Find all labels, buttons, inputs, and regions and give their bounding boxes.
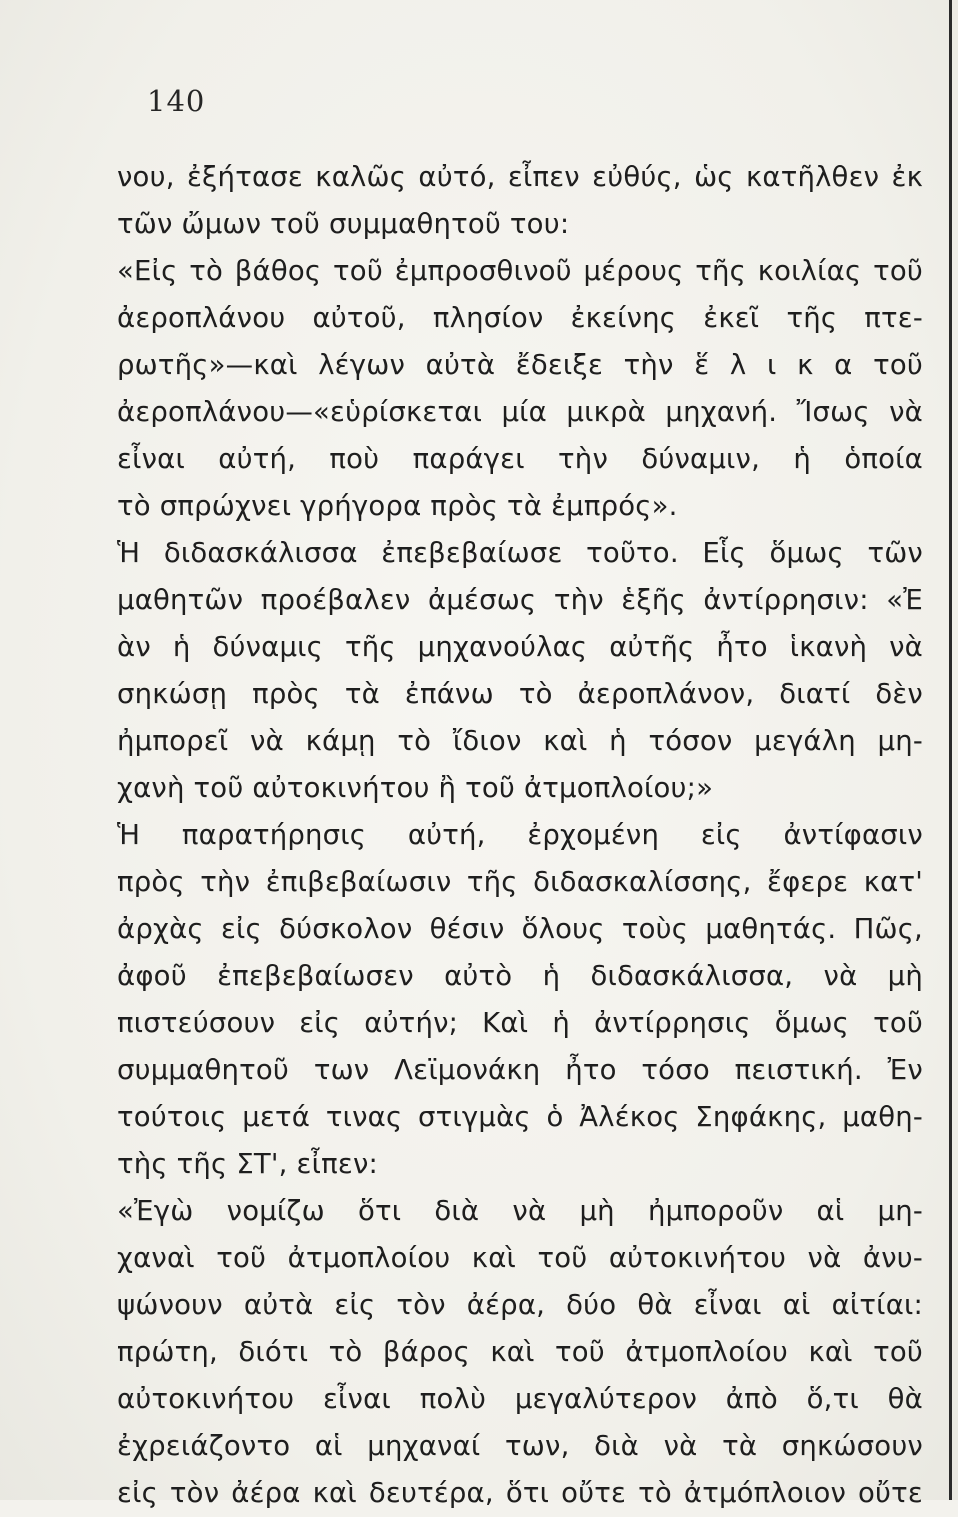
text-line: ρωτῆς»—καὶ λέγων αὐτὰ ἔδειξε τὴν ἕ λ ι κ α τοῦ xyxy=(117,349,923,381)
text-line: ἀεροπλάνου—«εὑρίσκεται μία μικρὰ μηχανή. Ἴσως νὰ xyxy=(117,396,923,428)
text-line: μαθητῶν προέβαλεν ἀμέσως τὴν ἑξῆς ἀντίρρησιν: «Ἐ xyxy=(117,584,923,616)
text-line: τὸ σπρώχνει γρήγορα πρὸς τὰ ἐμπρός». xyxy=(117,490,678,522)
text-line: νου, ἐξήτασε καλῶς αὐτό, εἶπεν εὐθύς, ὡς κατῆλθεν ἐκ xyxy=(117,161,923,193)
text-line: εἰς τὸν ἀέρα καὶ δευτέρα, ὅτι οὔτε τὸ ἀτμόπλοιον οὔτε xyxy=(117,1477,923,1509)
text-line: ὰν ἡ δύναμις τῆς μηχανούλας αὐτῆς ἦτο ἱκανὴ νὰ xyxy=(117,631,923,663)
text-line: εἶναι αὐτή, ποὺ παράγει τὴν δύναμιν, ἡ ὁποία xyxy=(117,443,923,475)
text-line: χανὴ τοῦ αὐτοκινήτου ἢ τοῦ ἀτμοπλοίου;» xyxy=(117,772,714,804)
text-line: ἠμπορεῖ νὰ κάμῃ τὸ ἴδιον καὶ ἡ τόσον μεγάλη μη- xyxy=(117,725,923,757)
text-line: Ἡ παρατήρησις αὐτή, ἐρχομένη εἰς ἀντίφασιν xyxy=(117,819,923,851)
text-line: ἀεροπλάνου αὐτοῦ, πλησίον ἐκείνης ἐκεῖ τῆς πτε- xyxy=(117,302,923,334)
text-line: «Εἰς τὸ βάθος τοῦ ἐμπροσθινοῦ μέρους τῆς κοιλίας τοῦ xyxy=(117,255,923,287)
page-edge-shadow xyxy=(949,0,952,1500)
text-line: αὐτοκινήτου εἶναι πολὺ μεγαλύτερον ἀπὸ ὅ,τι θὰ xyxy=(117,1383,923,1415)
text-line: τῶν ὤμων τοῦ συμμαθητοῦ του: xyxy=(117,208,570,240)
text-line: ἐχρειάζοντο αἱ μηχαναί των, διὰ νὰ τὰ σηκώσουν xyxy=(117,1430,923,1462)
text-line: τὴς τῆς ΣΤ', εἶπεν: xyxy=(117,1148,378,1180)
text-line: χαναὶ τοῦ ἀτμοπλοίου καὶ τοῦ αὐτοκινήτου νὰ ἀνυ- xyxy=(117,1242,923,1274)
text-line: συμμαθητοῦ των Λεϊμονάκη ἦτο τόσο πειστική. Ἐν xyxy=(117,1054,923,1086)
text-line: Ἡ διδασκάλισσα ἐπεβεβαίωσε τοῦτο. Εἷς ὅμως τῶν xyxy=(117,537,923,569)
text-line: «Ἐγὼ νομίζω ὅτι διὰ νὰ μὴ ἠμποροῦν αἱ μη- xyxy=(117,1195,923,1227)
text-line: τούτοις μετά τινας στιγμὰς ὁ Ἀλέκος Σηφάκης, μαθη- xyxy=(117,1101,923,1133)
text-line: πρὸς τὴν ἐπιβεβαίωσιν τῆς διδασκαλίσσης, ἔφερε κατ' xyxy=(117,866,923,898)
text-line: ἀρχὰς εἰς δύσκολον θέσιν ὅλους τοὺς μαθητάς. Πῶς, xyxy=(117,913,923,945)
text-line: πρώτη, διότι τὸ βάρος καὶ τοῦ ἀτμοπλοίου καὶ τοῦ xyxy=(117,1336,923,1368)
text-line: ἀφοῦ ἐπεβεβαίωσεν αὐτὸ ἡ διδασκάλισσα, νὰ μὴ xyxy=(117,960,923,992)
page-number: 140 xyxy=(147,84,206,118)
text-line: ψώνουν αὐτὰ εἰς τὸν ἀέρα, δύο θὰ εἶναι αἱ αἰτίαι: xyxy=(117,1289,923,1321)
body-text xyxy=(117,154,923,1517)
text-line: σηκώσῃ πρὸς τὰ ἐπάνω τὸ ἀεροπλάνον, διατί δὲν xyxy=(117,678,923,710)
text-line: πιστεύσουν εἰς αὐτήν; Καὶ ἡ ἀντίρρησις ὅμως τοῦ xyxy=(117,1007,923,1039)
